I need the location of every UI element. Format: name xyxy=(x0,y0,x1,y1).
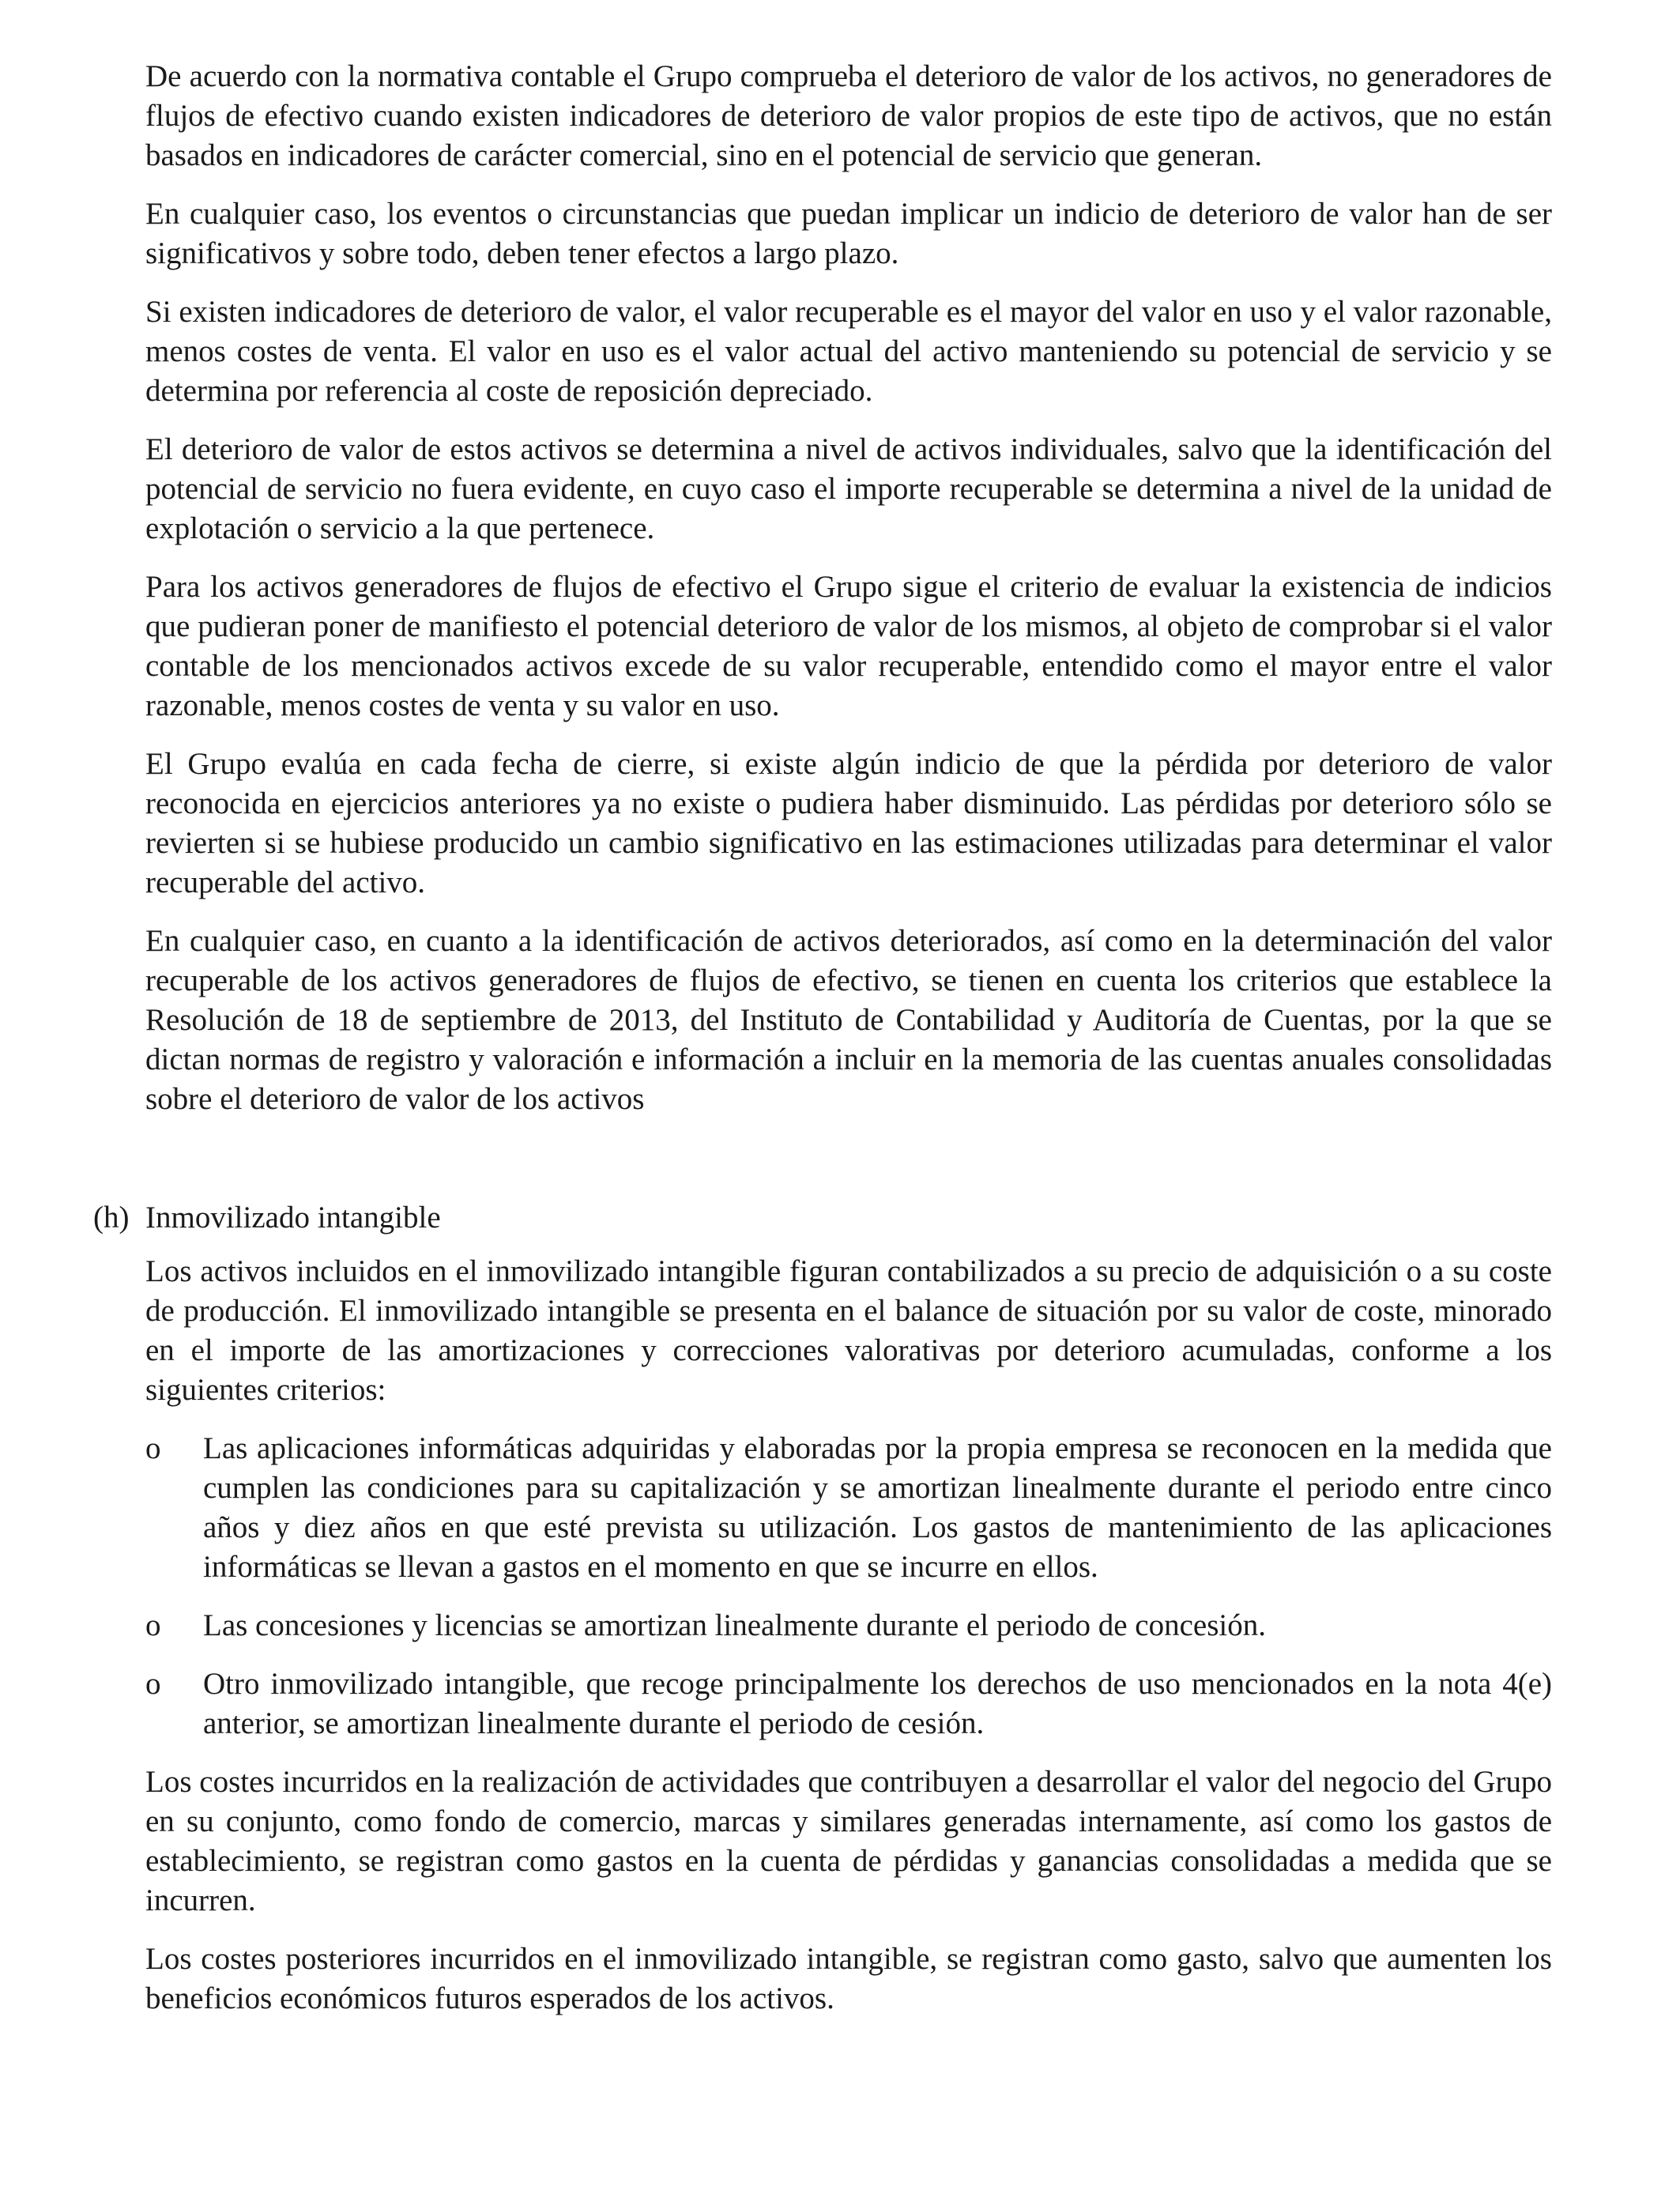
paragraph-subsequent-costs: Los costes posteriores incurridos en el inmovilizado intangible, se registran como gasto, salvo que aumenten los beneficios económicos futuros esperados de los activos. xyxy=(145,1942,1552,2015)
bullet-marker: o xyxy=(145,1608,161,1642)
document-body xyxy=(93,57,1552,2038)
list-item-text: Otro inmovilizado intangible, que recoge principalmente los derechos de uso mencionados en la nota 4(e) anterior, se amortizan linealmente durante el periodo de cesión. xyxy=(203,1667,1552,1740)
paragraph-intangible-intro: Los activos incluidos en el inmovilizado intangible figuran contabilizados a su precio de adquisición o a su coste de producción. El inmovilizado intangible se presenta en el balance de situación por su valor de coste, minorado en el importe de las amortizaciones y correcciones valorativas por deterioro acumuladas, conforme a los siguientes criterios: xyxy=(145,1254,1552,1407)
paragraph-resolution-criteria: En cualquier caso, en cuanto a la identificación de activos deteriorados, así como en la determinación del valor recuperable de los activos generadores de flujos de efectivo, se tienen en cuenta los criterios que establece la Resolución de 18 de septiembre de 2013, del Instituto de Contabilidad y Auditoría de Cuentas, por la que se dictan normas de registro y valoración e información a incluir en la memoria de las cuentas anuales consolidadas sobre el deterioro de valor de los activos xyxy=(145,924,1552,1116)
list-item xyxy=(145,1429,1552,1587)
section-marker: (h) xyxy=(93,1201,130,1235)
paragraph-individual-assets: El deterioro de valor de estos activos se determina a nivel de activos individuales, salvo que la identificación del potencial de servicio no fuera evidente, en cuyo caso el importe recuperable se determina a nivel de la unidad de explotación o servicio a la que pertenece. xyxy=(145,432,1552,545)
criteria-list xyxy=(145,1429,1552,1744)
paragraph-significant-events: En cualquier caso, los eventos o circunstancias que puedan implicar un indicio de deterioro de valor han de ser significativos y sobre todo, deben tener efectos a largo plazo. xyxy=(145,197,1552,270)
list-item-text: Las concesiones y licencias se amortizan linealmente durante el periodo de concesión. xyxy=(203,1608,1266,1642)
list-item xyxy=(145,1664,1552,1744)
list-item xyxy=(145,1606,1552,1646)
section-title: Inmovilizado intangible xyxy=(145,1201,441,1235)
section-heading-intangible-assets xyxy=(93,1198,1552,1238)
paragraph-impairment-non-cash-generating: De acuerdo con la normativa contable el Grupo comprueba el deterioro de valor de los activos, no generadores de flujos de efectivo cuando existen indicadores de deterioro de valor propios de este tipo de activos, que no están basados en indicadores de carácter comercial, sino en el potencial de servicio que generan. xyxy=(145,59,1552,172)
bullet-marker: o xyxy=(145,1667,161,1701)
paragraph-reversal-of-impairment: El Grupo evalúa en cada fecha de cierre, si existe algún indicio de que la pérdida por deterioro de valor reconocida en ejercicios anteriores ya no existe o pudiera haber disminuido. Las pérdidas por deterioro sólo se revierten si se hubiese producido un cambio significativo en las estimaciones utilizadas para determinar el valor recuperable del activo. xyxy=(145,747,1552,899)
paragraph-recoverable-value: Si existen indicadores de deterioro de valor, el valor recuperable es el mayor del valor en uso y el valor razonable, menos costes de venta. El valor en uso es el valor actual del activo manteniendo su potencial de servicio y se determina por referencia al coste de reposición depreciado. xyxy=(145,295,1552,408)
paragraph-internally-generated-costs: Los costes incurridos en la realización de actividades que contribuyen a desarrollar el valor del negocio del Grupo en su conjunto, como fondo de comercio, marcas y similares generadas internamente, así como los gastos de establecimiento, se registran como gastos en la cuenta de pérdidas y ganancias consolidadas a medida que se incurren. xyxy=(145,1765,1552,1917)
list-item-text: Las aplicaciones informáticas adquiridas y elaboradas por la propia empresa se reconocen en la medida que cumplen las condiciones para su capitalización y se amortizan linealmente durante el periodo entre cinco años y diez años en que esté prevista su utilización. Los gastos de mantenimiento de las aplicaciones informáticas se llevan a gastos en el momento en que se incurre en ellos. xyxy=(203,1431,1552,1584)
paragraph-cash-generating-assets: Para los activos generadores de flujos de efectivo el Grupo sigue el criterio de evaluar la existencia de indicios que pudieran poner de manifiesto el potencial deterioro de valor de los mismos, al objeto de comprobar si el valor contable de los mencionados activos excede de su valor recuperable, entendido como el mayor entre el valor razonable, menos costes de venta y su valor en uso. xyxy=(145,570,1552,722)
bullet-marker: o xyxy=(145,1431,161,1465)
